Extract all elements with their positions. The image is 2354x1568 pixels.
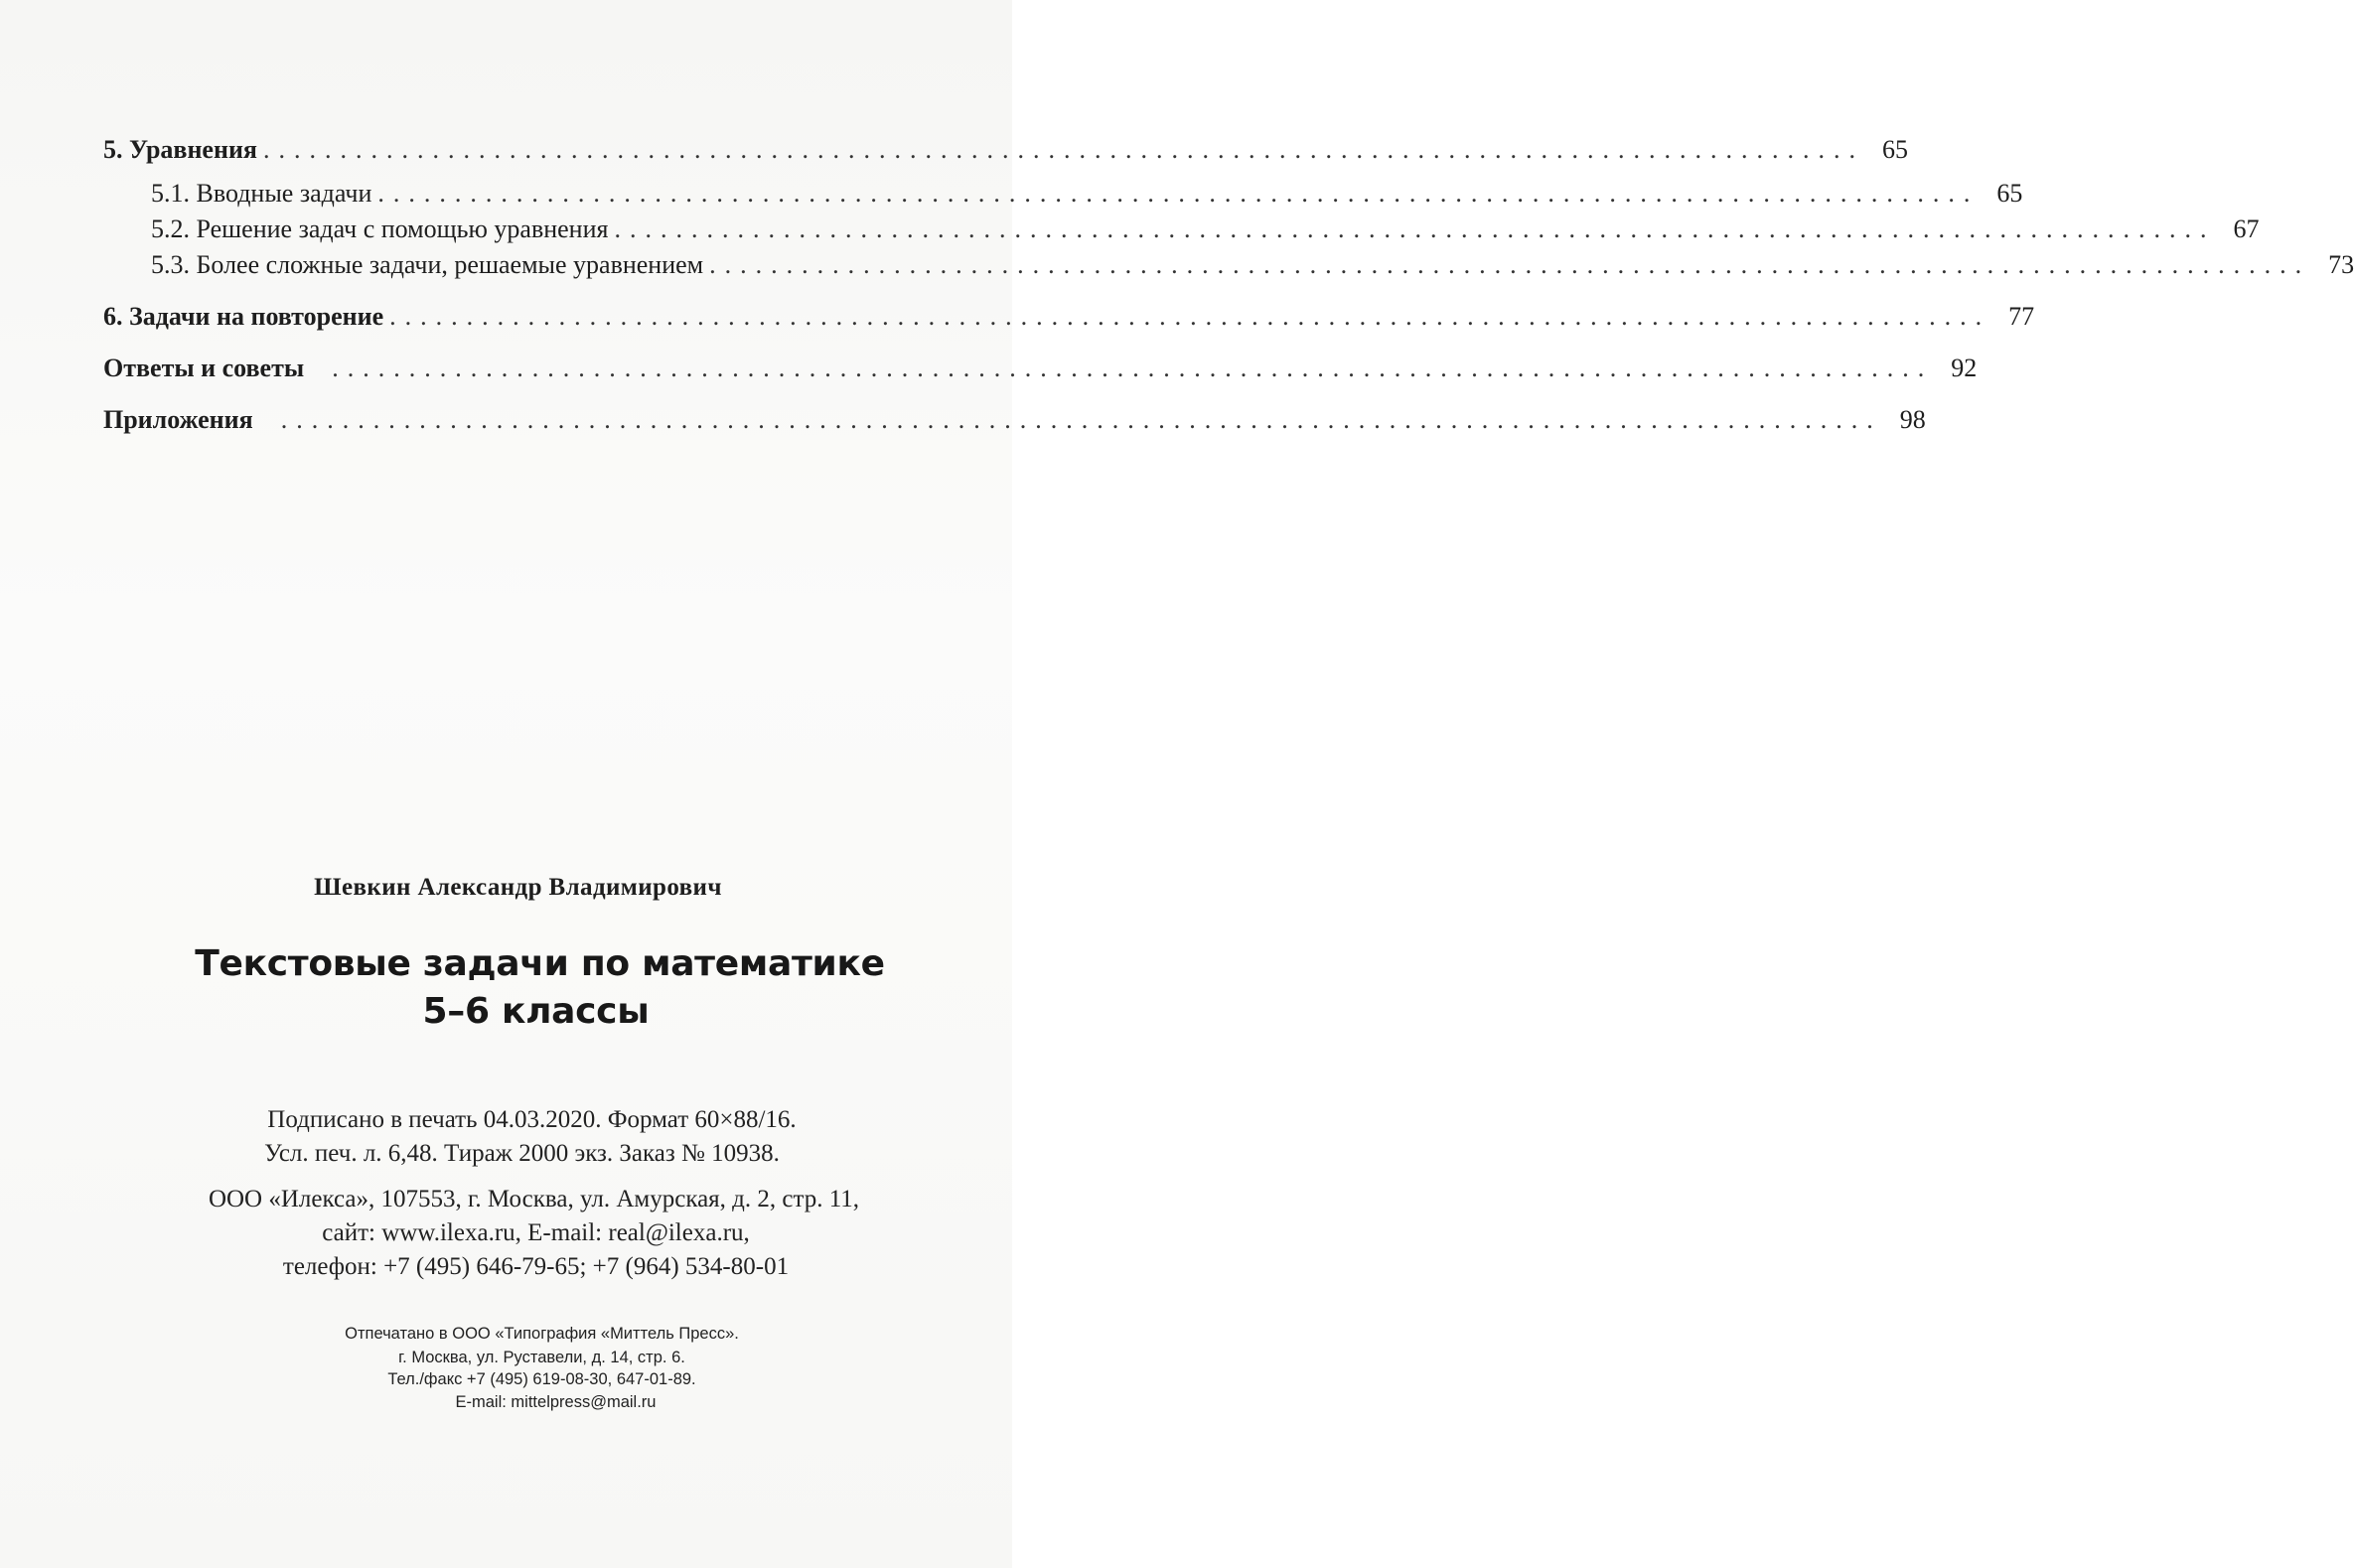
printer-line-3: Тел./факс +7 (495) 619-08-30, 647-01-89. bbox=[387, 1370, 696, 1388]
toc-entry-equations bbox=[103, 131, 1908, 165]
toc-entry-title: Приложения bbox=[103, 405, 253, 434]
toc-leader-dots: ........................................................................................................ bbox=[709, 250, 2311, 279]
book-grade-range: 5–6 классы bbox=[422, 991, 650, 1032]
toc-entry-page: 98 bbox=[1899, 405, 1926, 434]
toc-entry-title: 5.3. Более сложные задачи, решаемые уравнением bbox=[151, 250, 704, 279]
toc-leader-dots: ........................................................................................................ bbox=[377, 179, 1980, 208]
toc-entry-title: 5.1. Вводные задачи bbox=[151, 179, 372, 208]
printer-email-line: E-mail: mittelpress@mail.ru bbox=[455, 1393, 657, 1411]
toc-leader-dots: ........................................................................................................ bbox=[332, 354, 1934, 382]
toc-leader-dots: ........................................................................................................ bbox=[389, 302, 1991, 331]
toc-entry-page: 65 bbox=[1882, 135, 1908, 164]
imprint-phone-line: телефон: +7 (495) 646-79-65; +7 (964) 534-80-01 bbox=[282, 1253, 790, 1280]
imprint-signed-line: Подписано в печать 04.03.2020. Формат 60×88/16. bbox=[267, 1106, 797, 1133]
toc-entry-appendices bbox=[103, 401, 1926, 435]
toc-leader-dots: ........................................................................................................ bbox=[614, 214, 2216, 243]
toc-leader-dots: ........................................................................................................ bbox=[263, 135, 1864, 164]
printer-line-2: г. Москва, ул. Руставели, д. 14, стр. 6. bbox=[398, 1349, 685, 1366]
toc-entry-page: 67 bbox=[2233, 214, 2260, 243]
imprint-publisher-line: ООО «Илекса», 107553, г. Москва, ул. Амурская, д. 2, стр. 11, bbox=[208, 1186, 860, 1212]
imprint-site-line: сайт: www.ilexa.ru, E-mail: real@ilexa.ru, bbox=[322, 1219, 750, 1246]
book-author: Шевкин Александр Владимирович bbox=[314, 874, 722, 901]
toc-entry-intro-problems bbox=[151, 175, 2023, 209]
toc-entry-title: Ответы и советы bbox=[103, 354, 305, 382]
toc-entry-answers bbox=[103, 350, 1978, 383]
toc-entry-page: 65 bbox=[1996, 179, 2023, 208]
toc-entry-review-problems bbox=[103, 298, 2035, 332]
toc-entry-page: 77 bbox=[2008, 302, 2035, 331]
toc-entry-title: 6. Задачи на повторение bbox=[103, 302, 384, 331]
imprint-volume-line: Усл. печ. л. 6,48. Тираж 2000 экз. Заказ № 10938. bbox=[264, 1140, 780, 1167]
book-title: Текстовые задачи по математике bbox=[195, 943, 885, 984]
toc-entry-page: 73 bbox=[2328, 250, 2354, 279]
toc-leader-dots: ........................................................................................................ bbox=[280, 405, 1882, 434]
toc-entry-page: 92 bbox=[1951, 354, 1978, 382]
toc-entry-title: 5.2. Решение задач с помощью уравнения bbox=[151, 214, 609, 243]
toc-entry-equation-solving bbox=[151, 211, 2260, 244]
printer-line-1: Отпечатано в ООО «Типография «Миттель Пресс». bbox=[345, 1325, 739, 1343]
toc-entry-title: 5. Уравнения bbox=[103, 135, 257, 164]
toc-entry-harder-problems bbox=[151, 246, 2354, 280]
